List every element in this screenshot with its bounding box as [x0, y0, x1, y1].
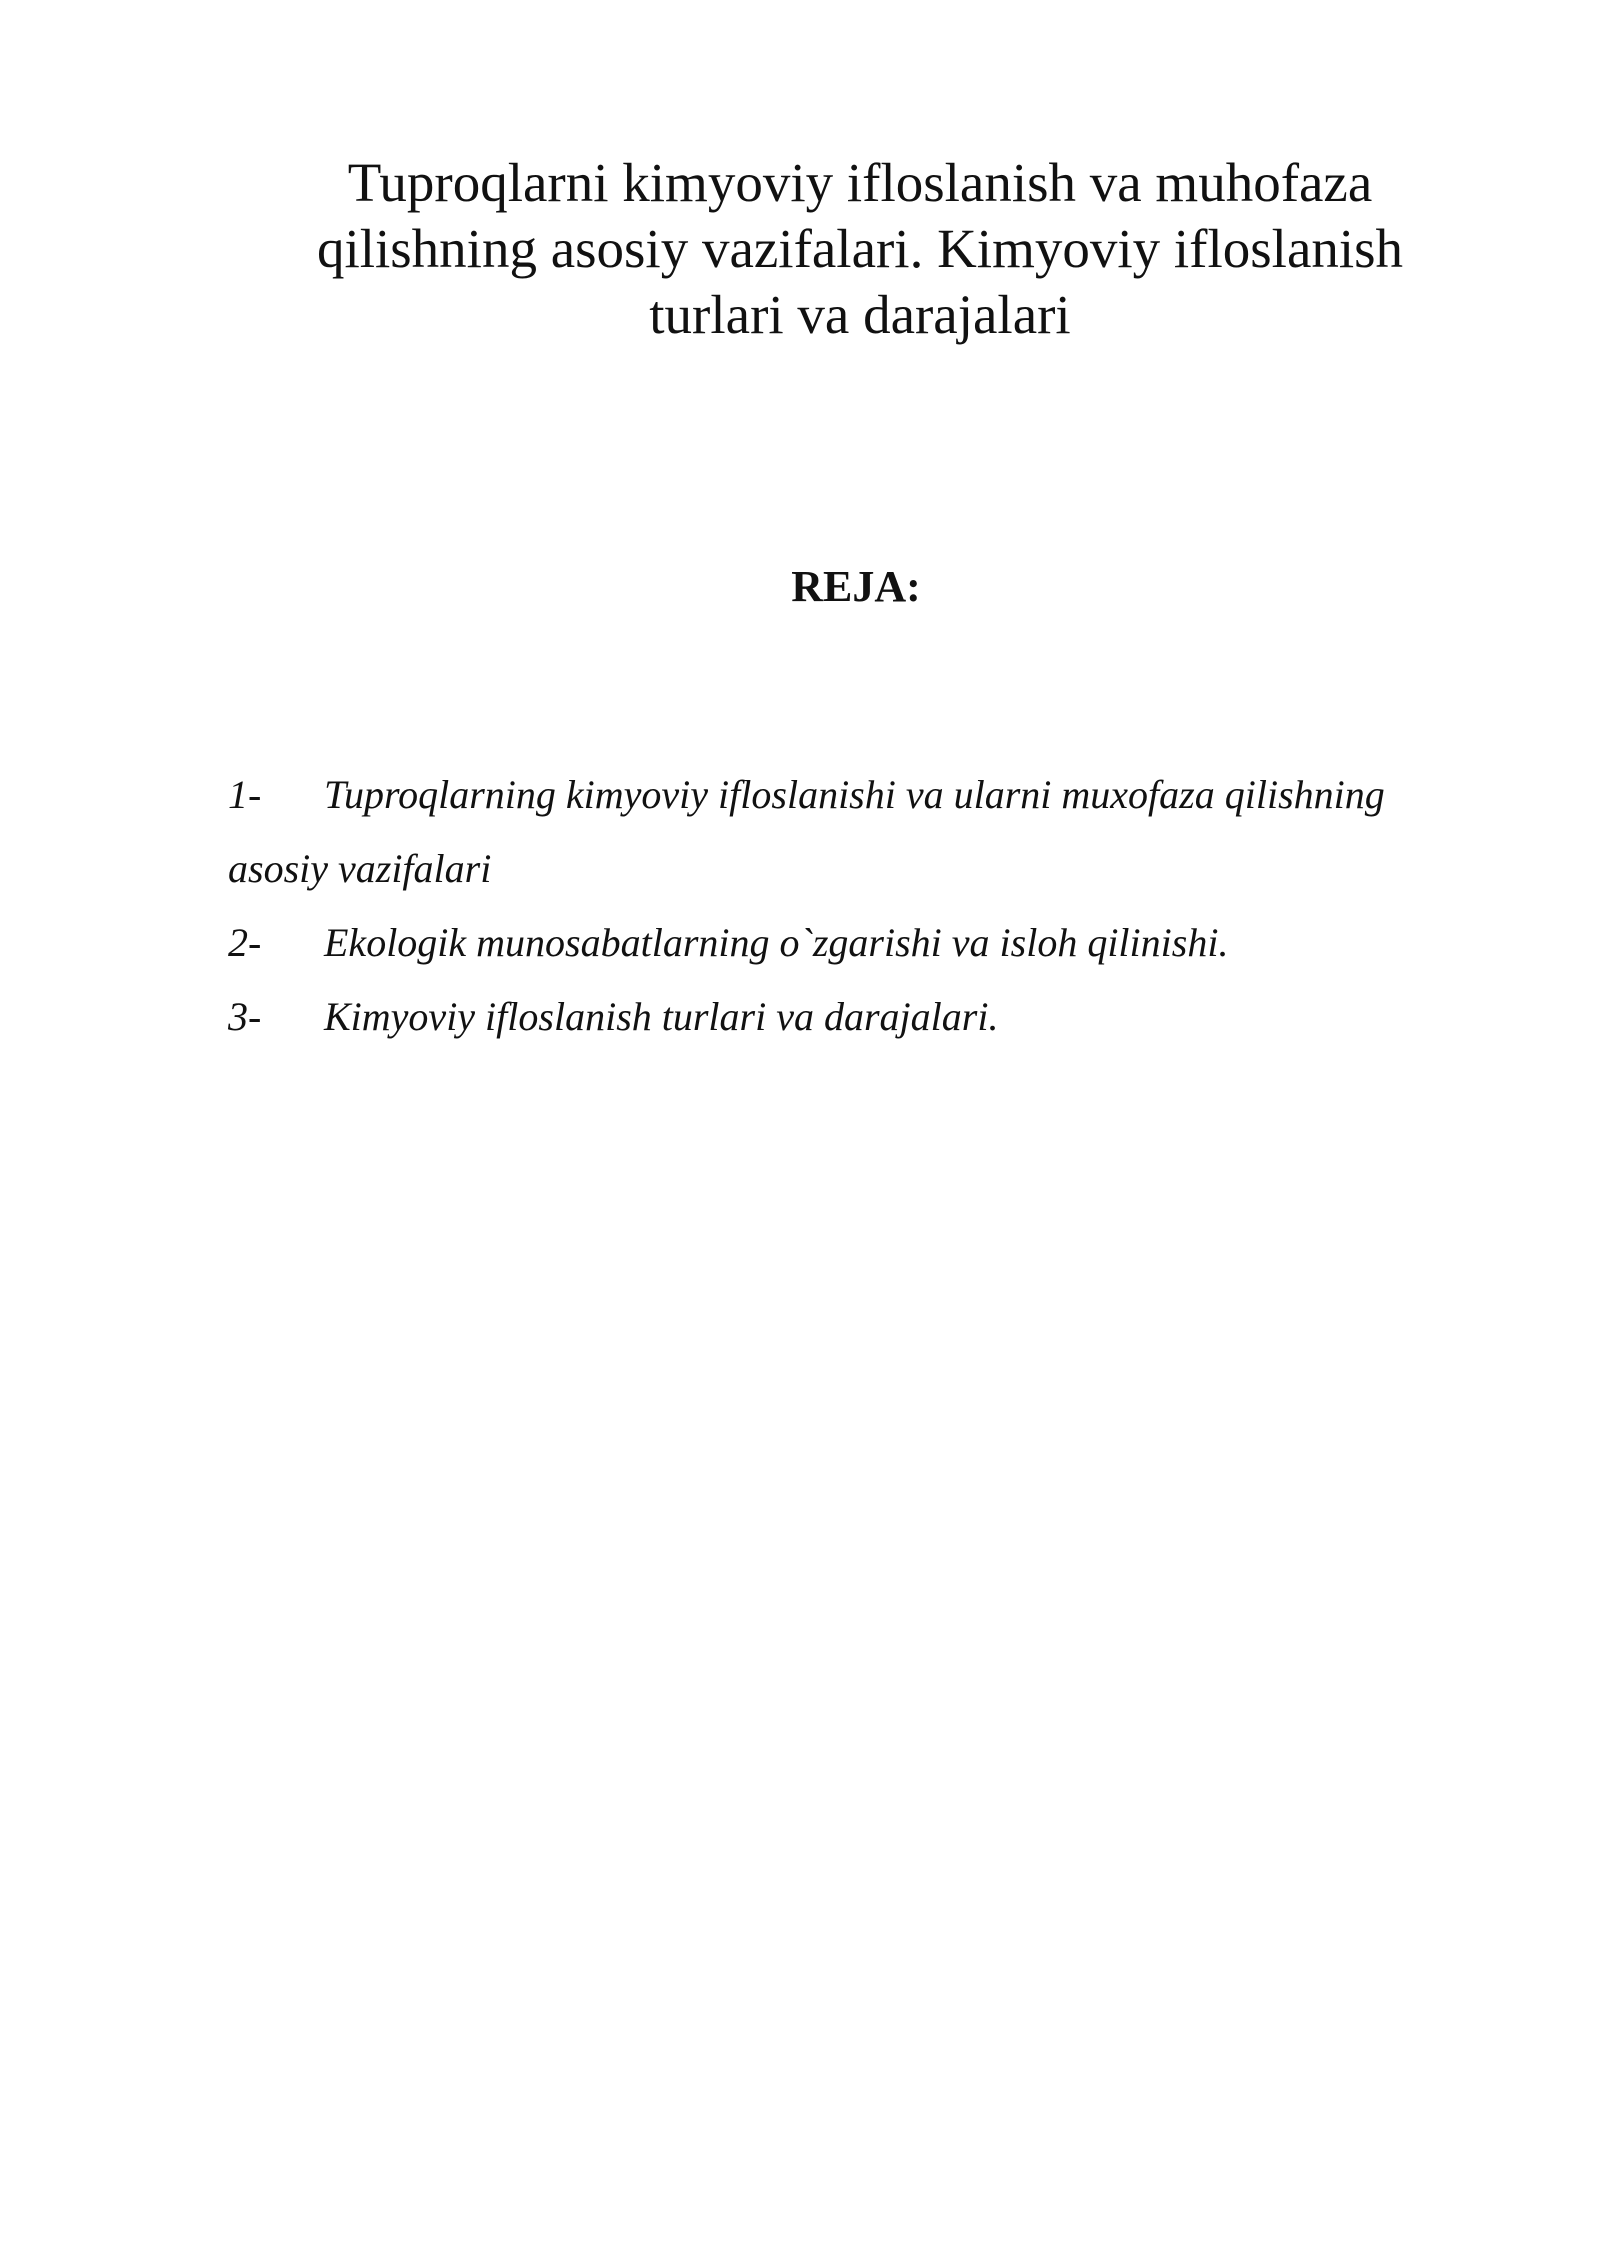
- plan-item-continuation: asosiy vazifalari: [228, 846, 492, 891]
- plan-item-number: 1-: [228, 772, 262, 817]
- plan-item: [228, 758, 1528, 832]
- title-line: qilishning asosiy vazifalari. Kimyoviy ifloslanish: [316, 218, 1404, 279]
- plan-item-text: Kimyoviy ifloslanish turlari va darajalari.: [324, 994, 999, 1039]
- plan-item: [228, 906, 1528, 980]
- plan-item-text: Ekologik munosabatlarning o`zgarishi va isloh qilinishi.: [324, 920, 1229, 965]
- plan-heading: REJA:: [791, 562, 921, 611]
- title-line: turlari va darajalari: [649, 284, 1071, 345]
- plan-list: [228, 758, 1528, 1054]
- plan-item-number: 3-: [228, 994, 262, 1039]
- plan-item-text: Tuproqlarning kimyoviy ifloslanishi va ularni muxofaza qilishning: [324, 772, 1385, 817]
- plan-item-number: 2-: [228, 920, 262, 965]
- document-title: [220, 150, 1500, 348]
- plan-item: [228, 980, 1528, 1054]
- title-line: Tuproqlarni kimyoviy ifloslanish va muhofaza: [347, 152, 1373, 213]
